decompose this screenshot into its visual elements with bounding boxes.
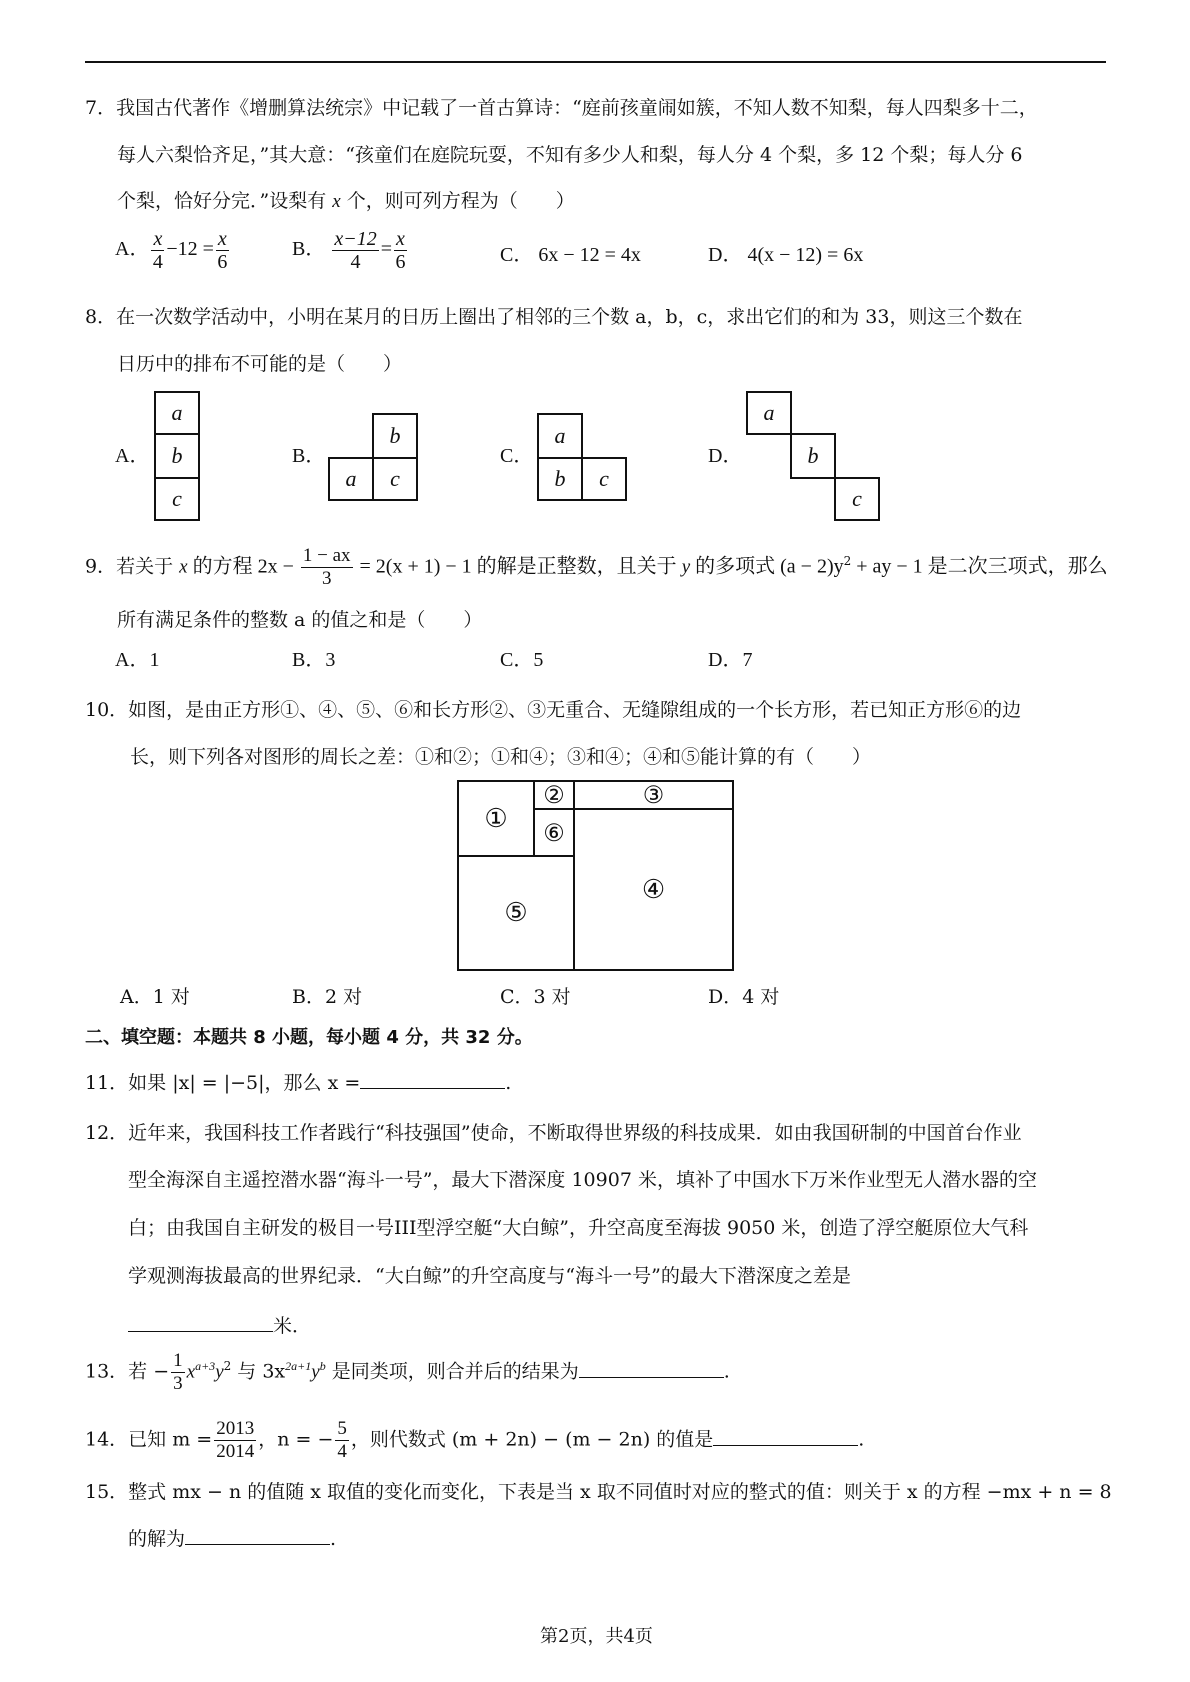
cell-c: c: [372, 457, 418, 501]
numerator: 1 − ax: [302, 545, 351, 566]
figure-cell-4: ④: [573, 808, 734, 971]
q12-line2: 型全海深自主遥控潜水器“海斗一号”，最大下潜深度 10907 米，填补了中国水下万米作业型无人潜水器的空: [128, 1169, 1037, 1191]
q7-text: 个梨，恰好分完．”设梨有: [117, 190, 333, 212]
cell-a: a: [154, 391, 200, 435]
cell-b: b: [154, 433, 200, 479]
q13: [85, 1350, 730, 1395]
text: .: [505, 1072, 512, 1094]
answer-blank[interactable]: [713, 1427, 858, 1446]
q12-line4: 学观测海拔最高的世界纪录．“大白鲸”的升空高度与“海斗一号”的最大下潜深度之差是: [128, 1265, 851, 1287]
expr: 6x − 12 = 4x: [538, 244, 641, 266]
denominator: 4: [337, 1441, 347, 1462]
cell-a: a: [746, 391, 792, 435]
text: 14．已知 m =: [85, 1428, 213, 1451]
text: .: [330, 1528, 337, 1550]
text: 11．如果 |x| = |−5|，那么 x =: [85, 1072, 361, 1094]
denominator: 3: [321, 568, 332, 589]
page-footer: 第2页，共4页: [540, 1626, 653, 1647]
q7-var: x: [332, 191, 341, 212]
text: ，则代数式 (m + 2n) − (m − 2n) 的值是: [350, 1428, 714, 1451]
figure-cell-1: ①: [457, 780, 535, 857]
q7-option-c[interactable]: [500, 243, 641, 267]
text: 9．若关于: [85, 555, 180, 578]
q12-line5: [128, 1313, 311, 1338]
q7-option-a[interactable]: [115, 228, 231, 273]
text: 的解为: [128, 1528, 186, 1550]
option-label: A．: [115, 238, 150, 261]
var: y: [215, 1361, 224, 1383]
q7-line1: 7．我国古代著作《增删算法统宗》中记载了一首古算诗：“庭前孩童闹如簇，不知人数不知梨，每人四梨多十二，: [85, 97, 1038, 119]
numerator: 2013: [216, 1418, 255, 1439]
q10-line1: 10．如图，是由正方形①、④、⑤、⑥和长方形②、③无重合、无缝隙组成的一个长方形，若已知正方形⑥的边: [85, 699, 1022, 721]
option-label: D．: [708, 244, 743, 266]
cell-b: b: [537, 457, 583, 501]
text: 是同类项，则合并后的结果为: [325, 1360, 579, 1383]
q9-option-a[interactable]: A．1: [115, 649, 160, 671]
q12-line3: 白；由我国自主研发的极目一号III型浮空艇“大白鲸”，升空高度至海拔 9050 米，创造了浮空艇原位大气科: [128, 1217, 1029, 1239]
q10-option-d[interactable]: D．4 对: [708, 986, 780, 1008]
exponent: 2: [843, 554, 852, 569]
numerator: x: [153, 228, 163, 250]
q9-line2: 所有满足条件的整数 a 的值之和是（ ）: [117, 609, 483, 631]
q15-line1: 15．整式 mx − n 的值随 x 取值的变化而变化，下表是当 x 取不同值时对应的整式的值：则关于 x 的方程 −mx + n = 8: [85, 1481, 1112, 1503]
q8-line1: 8．在一次数学活动中，小明在某月的日历上圈出了相邻的三个数 a，b，c，求出它们的和为 33，则这三个数在: [85, 306, 1023, 328]
numerator: 1: [173, 1350, 183, 1371]
cell-b: b: [790, 433, 836, 479]
expr: + ay − 1 是二次三项式，那么: [851, 555, 1108, 578]
var: x: [179, 556, 188, 578]
answer-blank[interactable]: [185, 1526, 330, 1545]
q7-option-d[interactable]: [708, 243, 863, 267]
expr: 的方程 2x −: [187, 555, 299, 578]
q8-line2: 日历中的排布不可能的是（ ）: [117, 353, 403, 375]
exponent: a+3: [195, 1359, 216, 1374]
denominator: 6: [217, 251, 228, 273]
cell-c: c: [581, 457, 627, 501]
text: 米．: [273, 1315, 312, 1337]
q7-option-b[interactable]: [292, 228, 409, 273]
header-rule: [85, 61, 1106, 63]
cell-c: c: [154, 477, 200, 521]
denominator: 2014: [216, 1441, 255, 1462]
denominator: 4: [350, 251, 361, 273]
q10-option-a[interactable]: A．1 对: [120, 986, 190, 1008]
denominator: 4: [152, 251, 163, 273]
text: .: [723, 1360, 730, 1383]
q7-line3: [117, 189, 575, 214]
section-heading: 二、填空题：本题共 8 小题，每小题 4 分，共 32 分。: [85, 1027, 533, 1048]
figure-cell-2: ②: [533, 780, 575, 810]
q14: [85, 1418, 864, 1463]
q7-line2: 每人六梨恰齐足，”其大意：“孩童们在庭院玩耍，不知有多少人和梨，每人分 4 个梨，多 12 个梨；每人分 6: [117, 144, 1023, 166]
text: ，n = −: [258, 1428, 334, 1451]
cell-c: c: [834, 477, 880, 521]
expr: −12 =: [166, 238, 214, 261]
figure-cell-6: ⑥: [533, 808, 575, 857]
option-label: B．: [292, 238, 326, 261]
expr: =: [380, 238, 392, 261]
q7-text: 个，则可列方程为（ ）: [340, 190, 575, 212]
q10-option-b[interactable]: B．2 对: [292, 986, 363, 1008]
exponent: b: [319, 1359, 326, 1374]
var: y: [311, 1361, 320, 1383]
numerator: x: [396, 228, 405, 250]
q12-line1: 12．近年来，我国科技工作者践行“科技强国”使命，不断取得世界级的科技成果．如由我国研制的中国首台作业: [85, 1122, 1022, 1144]
exponent: 2: [223, 1359, 232, 1374]
answer-blank[interactable]: [128, 1313, 273, 1332]
cell-a: a: [537, 413, 583, 459]
numerator: x: [217, 228, 227, 250]
q9-option-b[interactable]: B．3: [292, 649, 336, 671]
var: y: [681, 556, 691, 578]
q8-option-c[interactable]: C．: [500, 445, 534, 467]
text: 13．若 −: [85, 1360, 170, 1383]
cell-a: a: [328, 457, 374, 501]
text: 与 3x: [231, 1360, 286, 1383]
q9-option-c[interactable]: C．5: [500, 649, 544, 671]
q8-option-d[interactable]: D．: [708, 445, 743, 467]
q9-line1: [85, 545, 1108, 590]
expr: 4(x − 12) = 6x: [747, 244, 864, 266]
exponent: 2a+1: [285, 1359, 312, 1374]
expr: = 2(x + 1) − 1 的解是正整数，且关于: [354, 555, 682, 578]
figure-cell-5: ⑤: [457, 855, 575, 971]
q10-line2: 长，则下列各对图形的周长之差：①和②；①和④；③和④；④和⑤能计算的有（ ）: [130, 746, 872, 768]
var: x: [186, 1361, 196, 1383]
denominator: 6: [395, 251, 406, 273]
denominator: 3: [173, 1373, 183, 1394]
q9-option-d[interactable]: D．7: [708, 649, 753, 671]
text: .: [858, 1428, 865, 1451]
numerator: x−12: [334, 228, 377, 250]
q8-option-b[interactable]: B．: [292, 445, 326, 467]
q15-line2: [128, 1526, 336, 1551]
expr: 的多项式 (a − 2)y: [690, 555, 844, 578]
q8-option-a[interactable]: A．: [115, 445, 150, 467]
option-label: C．: [500, 244, 534, 266]
cell-b: b: [372, 413, 418, 459]
q11: [85, 1070, 511, 1095]
answer-blank[interactable]: [360, 1070, 505, 1089]
q10-option-c[interactable]: C．3 对: [500, 986, 571, 1008]
answer-blank[interactable]: [579, 1359, 724, 1378]
figure-cell-3: ③: [573, 780, 734, 810]
numerator: 5: [337, 1418, 347, 1439]
